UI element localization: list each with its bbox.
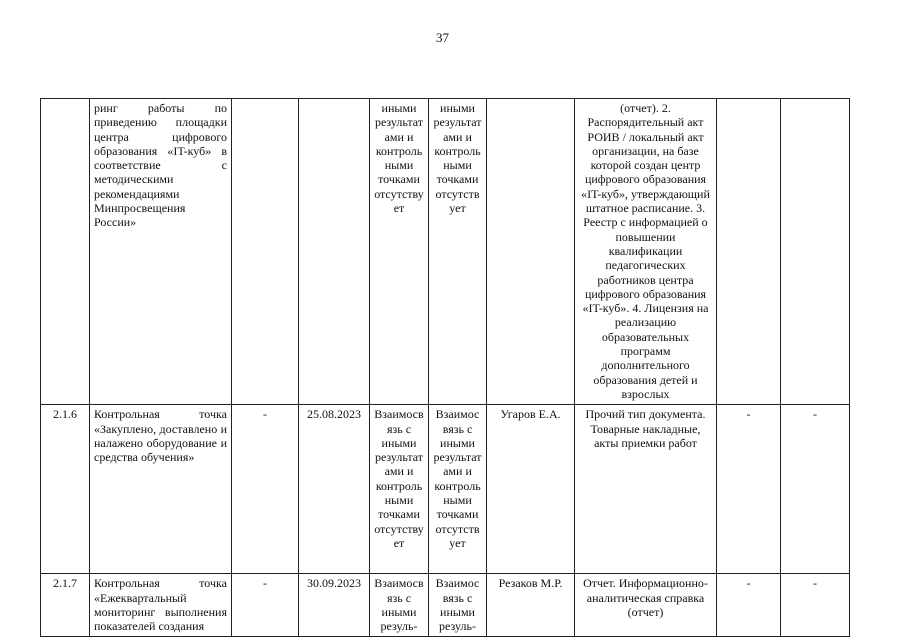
table-row [41, 574, 850, 637]
end-date-cell: 30.09.2023 [299, 574, 370, 637]
row-name-cell: Контрольная точка «Закуплено, доставлено и налажено оборудование и средства обучения» [90, 405, 232, 574]
level-cell: - [717, 574, 781, 637]
successor-cell: иными результатами и контрольными точками отсутствует [429, 99, 487, 405]
start-date-cell [232, 99, 299, 405]
level-cell [717, 99, 781, 405]
row-number-cell [41, 99, 90, 405]
table-row [41, 99, 850, 405]
result-document-cell: Отчет. Информационно-аналитическая справка (отчет) [575, 574, 717, 637]
responsible-cell: Угаров Е.А. [487, 405, 575, 574]
predecessor-cell: иными результатами и контрольными точками отсутствует [370, 99, 429, 405]
row-name-cell: ринг работы по приведению площадки центра цифрового образования «IT-куб» в соответствие с методическими рекомендациями Минпросвещения России» [90, 99, 232, 405]
responsible-cell: Резаков М.Р. [487, 574, 575, 637]
start-date-cell: - [232, 405, 299, 574]
level-cell: - [717, 405, 781, 574]
successor-cell: Взаимосвязь с иными резуль- [429, 574, 487, 637]
result-document-cell: Прочий тип документа. Товарные накладные, акты приемки работ [575, 405, 717, 574]
extra-cell: - [781, 405, 850, 574]
row-number-cell: 2.1.7 [41, 574, 90, 637]
row-number-cell: 2.1.6 [41, 405, 90, 574]
row-name-cell: Контрольная точка «Ежеквартальный мониторинг выполнения показателей создания [90, 574, 232, 637]
extra-cell: - [781, 574, 850, 637]
predecessor-cell: Взаимосвязь с иными резуль- [370, 574, 429, 637]
successor-cell: Взаимосвязь с иными результатами и контрольными точками отсутствует [429, 405, 487, 574]
result-document-cell: (отчет). 2. Распорядительный акт РОИВ / локальный акт организации, на базе которой создан центр цифрового образования «IT-куб», утверждающий штатное расписание. 3. Реестр с информацией о повышении квалификации педагогических работников центра цифрового образования «IT-куб». 4. Лицензия на реализацию образовательных программ дополнительного образования детей и взрослых [575, 99, 717, 405]
end-date-cell [299, 99, 370, 405]
plan-table [40, 98, 850, 637]
page-number: 37 [436, 30, 449, 45]
responsible-cell [487, 99, 575, 405]
end-date-cell: 25.08.2023 [299, 405, 370, 574]
predecessor-cell: Взаимосвязь с иными результатами и контрольными точками отсутствует [370, 405, 429, 574]
table-row [41, 405, 850, 574]
start-date-cell: - [232, 574, 299, 637]
extra-cell [781, 99, 850, 405]
